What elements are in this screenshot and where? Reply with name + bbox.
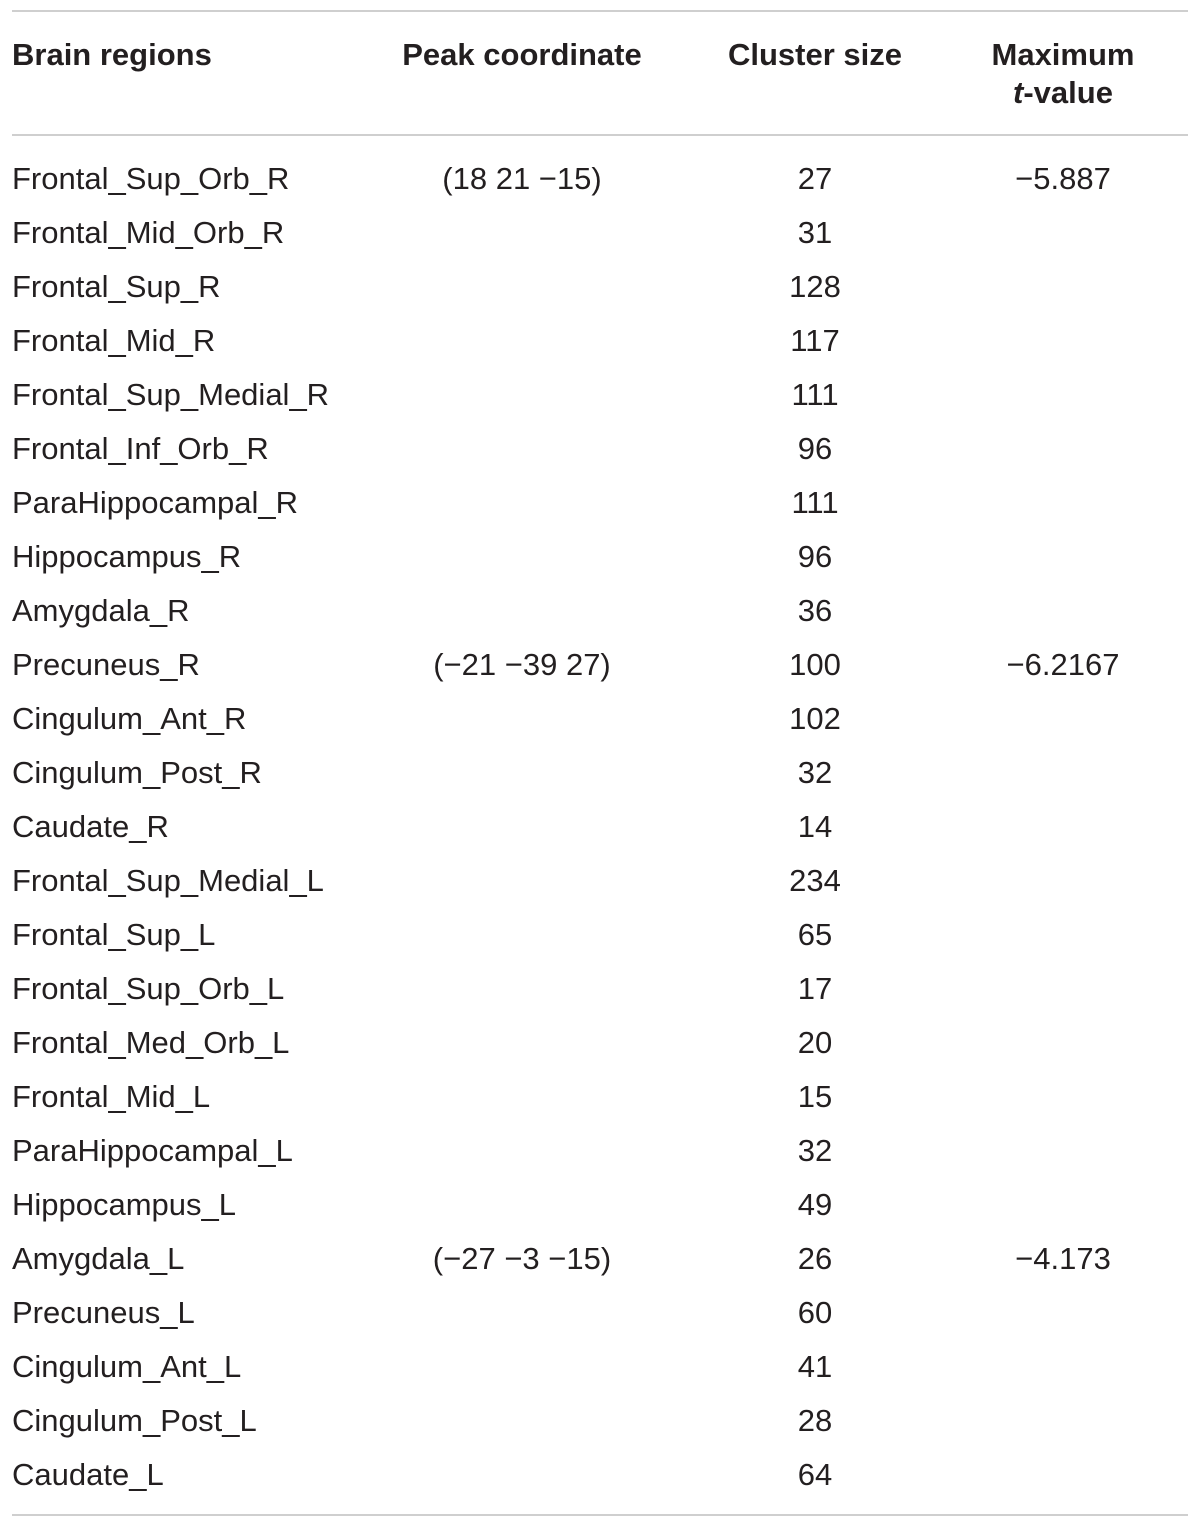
cell-cluster-size: 111 — [791, 485, 839, 520]
cell-brain-region: Cingulum_Post_L — [12, 1403, 257, 1438]
cell-cluster-size: 32 — [797, 1133, 833, 1168]
cell-peak-coordinate — [352, 1016, 692, 1070]
cell-maximum-t-value: −5.887 — [1015, 161, 1111, 196]
cell-peak-coordinate — [352, 692, 692, 746]
cell-brain-region: Amygdala_R — [12, 593, 190, 628]
header-maximum-t-value — [938, 12, 1188, 134]
cell-cluster-size: 96 — [797, 431, 833, 466]
cell-maximum-t-value — [938, 746, 1188, 800]
cell-cluster-size: 100 — [789, 647, 841, 682]
cell-peak-coordinate — [352, 260, 692, 314]
cell-cluster-size: 65 — [797, 917, 833, 952]
table-row — [12, 368, 1188, 422]
cell-brain-region: Frontal_Inf_Orb_R — [12, 431, 269, 466]
cell-brain-region: Frontal_Sup_R — [12, 269, 221, 304]
table-row — [12, 530, 1188, 584]
header-cluster-size: Cluster size — [727, 37, 902, 72]
cell-maximum-t-value — [938, 854, 1188, 908]
header-row — [12, 12, 1188, 134]
results-table — [12, 12, 1188, 134]
results-table-body — [12, 152, 1188, 1502]
table-row — [12, 908, 1188, 962]
cell-maximum-t-value — [938, 1070, 1188, 1124]
table-row — [12, 206, 1188, 260]
table-row — [12, 1124, 1188, 1178]
cell-maximum-t-value — [938, 530, 1188, 584]
table-row — [12, 152, 1188, 206]
table-row — [12, 692, 1188, 746]
cell-brain-region: Frontal_Sup_Medial_R — [12, 377, 330, 412]
cell-maximum-t-value — [938, 260, 1188, 314]
cell-cluster-size: 32 — [797, 755, 833, 790]
cell-peak-coordinate — [352, 476, 692, 530]
brain-regions-table — [12, 10, 1188, 1516]
cell-cluster-size: 102 — [789, 701, 841, 736]
cell-peak-coordinate — [352, 1070, 692, 1124]
cell-maximum-t-value — [938, 584, 1188, 638]
cell-maximum-t-value — [938, 800, 1188, 854]
cell-peak-coordinate — [352, 314, 692, 368]
header-value-suffix: -value — [1023, 75, 1113, 110]
cell-cluster-size: 234 — [789, 863, 841, 898]
cell-cluster-size: 111 — [791, 377, 839, 412]
table-row — [12, 638, 1188, 692]
header-brain-regions: Brain regions — [12, 37, 212, 72]
cell-maximum-t-value — [938, 476, 1188, 530]
table-row — [12, 476, 1188, 530]
table-header — [12, 12, 1188, 134]
cell-peak-coordinate: (18 21 −15) — [442, 161, 602, 196]
header-t-value-label — [938, 74, 1188, 112]
cell-brain-region: Frontal_Sup_Medial_L — [12, 863, 324, 898]
header-t-symbol: t — [1013, 75, 1024, 110]
cell-brain-region: Cingulum_Ant_R — [12, 701, 247, 736]
cell-maximum-t-value — [938, 1016, 1188, 1070]
table-row — [12, 1286, 1188, 1340]
header-maximum-label: Maximum — [991, 37, 1135, 72]
table-row — [12, 1016, 1188, 1070]
table-row — [12, 854, 1188, 908]
table-row — [12, 314, 1188, 368]
cell-brain-region: Frontal_Mid_Orb_R — [12, 215, 285, 250]
cell-peak-coordinate — [352, 1124, 692, 1178]
cell-brain-region: Hippocampus_L — [12, 1187, 237, 1222]
cell-brain-region: Hippocampus_R — [12, 539, 242, 574]
cell-brain-region: Cingulum_Post_R — [12, 755, 262, 790]
cell-peak-coordinate — [352, 908, 692, 962]
cell-brain-region: ParaHippocampal_L — [12, 1133, 293, 1168]
cell-peak-coordinate — [352, 746, 692, 800]
cell-cluster-size: 49 — [797, 1187, 833, 1222]
cell-peak-coordinate — [352, 1448, 692, 1502]
cell-maximum-t-value — [938, 314, 1188, 368]
cell-cluster-size: 20 — [797, 1025, 833, 1060]
cell-peak-coordinate — [352, 1394, 692, 1448]
cell-maximum-t-value — [938, 692, 1188, 746]
table-row — [12, 1070, 1188, 1124]
cell-maximum-t-value — [938, 1448, 1188, 1502]
cell-brain-region: Precuneus_R — [12, 647, 200, 682]
cell-maximum-t-value — [938, 1340, 1188, 1394]
cell-maximum-t-value — [938, 908, 1188, 962]
cell-peak-coordinate — [352, 530, 692, 584]
cell-peak-coordinate — [352, 962, 692, 1016]
cell-cluster-size: 15 — [797, 1079, 833, 1114]
cell-maximum-t-value — [938, 962, 1188, 1016]
cell-brain-region: Frontal_Sup_L — [12, 917, 216, 952]
table-body — [12, 152, 1188, 1502]
cell-cluster-size: 17 — [797, 971, 833, 1006]
cell-brain-region: Caudate_L — [12, 1457, 164, 1492]
cell-brain-region: Frontal_Sup_Orb_L — [12, 971, 285, 1006]
cell-peak-coordinate — [352, 1178, 692, 1232]
cell-peak-coordinate: (−21 −39 27) — [433, 647, 611, 682]
cell-maximum-t-value — [938, 1394, 1188, 1448]
cell-cluster-size: 60 — [797, 1295, 833, 1330]
cell-maximum-t-value — [938, 368, 1188, 422]
cell-peak-coordinate — [352, 422, 692, 476]
cell-brain-region: Cingulum_Ant_L — [12, 1349, 242, 1384]
table-row — [12, 746, 1188, 800]
bottom-rule — [12, 1514, 1188, 1516]
table-row — [12, 1394, 1188, 1448]
cell-peak-coordinate — [352, 1286, 692, 1340]
cell-brain-region: Frontal_Med_Orb_L — [12, 1025, 290, 1060]
cell-maximum-t-value — [938, 422, 1188, 476]
table-row — [12, 1448, 1188, 1502]
cell-brain-region: ParaHippocampal_R — [12, 485, 299, 520]
cell-cluster-size: 28 — [797, 1403, 833, 1438]
cell-cluster-size: 96 — [797, 539, 833, 574]
cell-maximum-t-value: −4.173 — [1015, 1241, 1111, 1276]
cell-peak-coordinate — [352, 206, 692, 260]
cell-brain-region: Amygdala_L — [12, 1241, 185, 1276]
cell-peak-coordinate — [352, 800, 692, 854]
cell-maximum-t-value — [938, 1124, 1188, 1178]
cell-brain-region: Frontal_Mid_R — [12, 323, 216, 358]
cell-maximum-t-value — [938, 1286, 1188, 1340]
cell-peak-coordinate — [352, 854, 692, 908]
cell-cluster-size: 27 — [797, 161, 833, 196]
cell-cluster-size: 36 — [797, 593, 833, 628]
cell-maximum-t-value: −6.2167 — [1006, 647, 1120, 682]
cell-brain-region: Precuneus_L — [12, 1295, 195, 1330]
cell-cluster-size: 26 — [797, 1241, 833, 1276]
table-row — [12, 800, 1188, 854]
cell-brain-region: Caudate_R — [12, 809, 169, 844]
cell-peak-coordinate — [352, 368, 692, 422]
cell-peak-coordinate — [352, 1340, 692, 1394]
cell-maximum-t-value — [938, 1178, 1188, 1232]
table-row — [12, 1178, 1188, 1232]
table-row — [12, 962, 1188, 1016]
table-row — [12, 584, 1188, 638]
cell-cluster-size: 64 — [797, 1457, 833, 1492]
cell-cluster-size: 117 — [790, 323, 840, 358]
table-row — [12, 422, 1188, 476]
cell-cluster-size: 14 — [797, 809, 833, 844]
cell-cluster-size: 31 — [797, 215, 833, 250]
cell-maximum-t-value — [938, 206, 1188, 260]
cell-brain-region: Frontal_Mid_L — [12, 1079, 211, 1114]
table-row — [12, 1340, 1188, 1394]
cell-cluster-size: 41 — [797, 1349, 833, 1384]
cell-cluster-size: 128 — [789, 269, 841, 304]
header-peak-coordinate: Peak coordinate — [402, 37, 642, 72]
cell-peak-coordinate: (−27 −3 −15) — [432, 1241, 612, 1276]
table-row — [12, 260, 1188, 314]
cell-peak-coordinate — [352, 584, 692, 638]
table-row — [12, 1232, 1188, 1286]
cell-brain-region: Frontal_Sup_Orb_R — [12, 161, 290, 196]
